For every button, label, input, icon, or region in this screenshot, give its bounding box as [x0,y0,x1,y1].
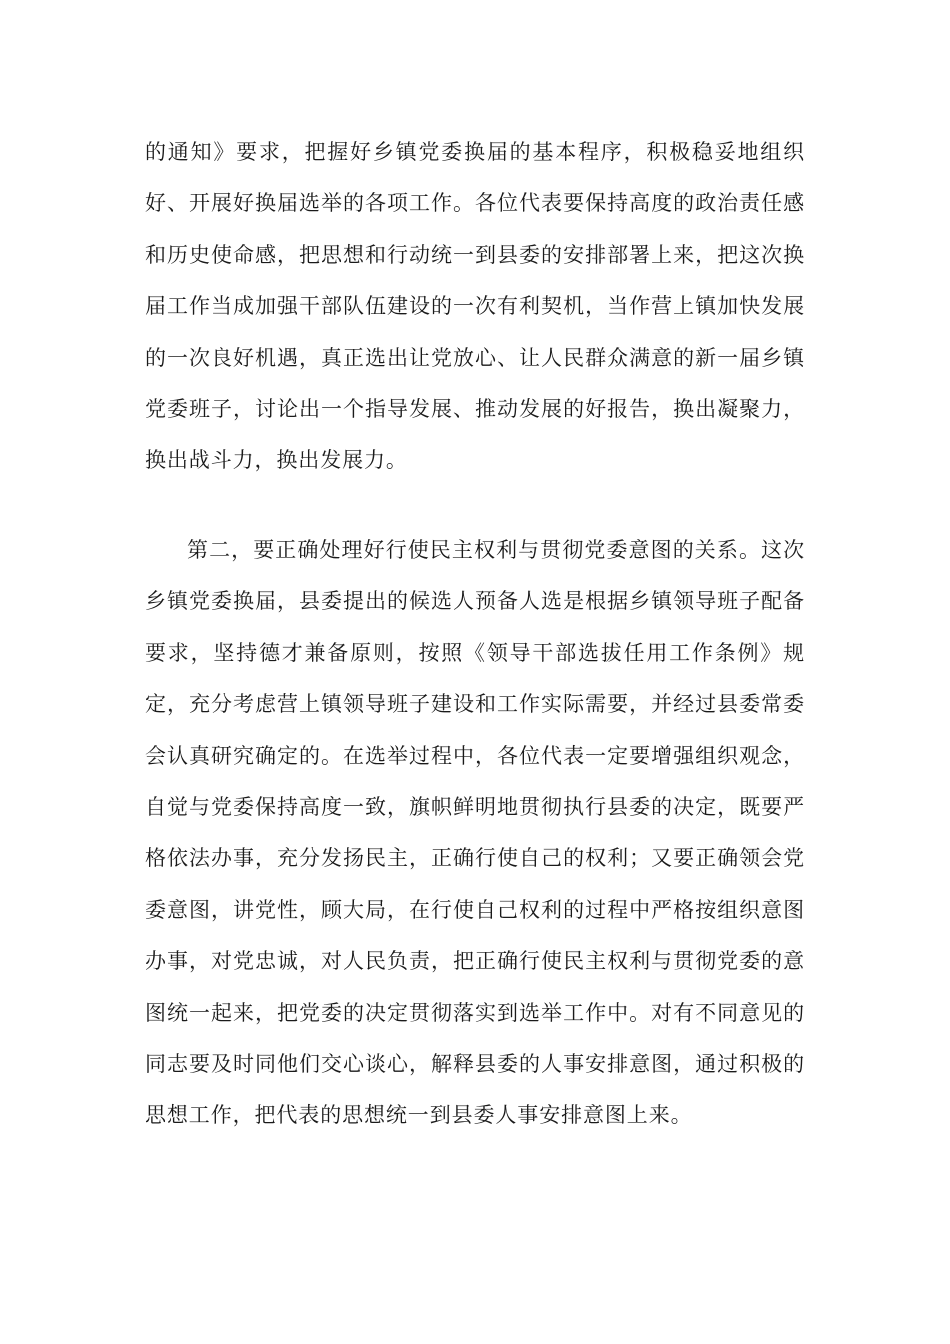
body-paragraph-1: 的通知》要求，把握好乡镇党委换届的基本程序，积极稳妥地组织好、开展好换届选举的各项工作。各位代表要保持高度的政治责任感和历史使命感，把思想和行动统一到县委的安排部署上来，把这次换届工作当成加强干部队伍建设的一次有利契机，当作营上镇加快发展的一次良好机遇，真正选出让党放心、让人民群众满意的新一届乡镇党委班子，讨论出一个指导发展、推动发展的好报告，换出凝聚力，换出战斗力，换出发展力。 [145,140,805,473]
body-paragraph-2: 第二，要正确处理好行使民主权利与贯彻党委意图的关系。这次乡镇党委换届，县委提出的候选人预备人选是根据乡镇领导班子配备要求，坚持德才兼备原则，按照《领导干部选拔任用工作条例》规定，充分考虑营上镇领导班子建设和工作实际需要，并经过县委常委会认真研究确定的。在选举过程中，各位代表一定要增强组织观念，自觉与党委保持高度一致，旗帜鲜明地贯彻执行县委的决定，既要严格依法办事，充分发扬民主，正确行使自己的权利；又要正确领会党委意图，讲党性，顾大局，在行使自己权利的过程中严格按组织意图办事，对党忠诚，对人民负责，把正确行使民主权利与贯彻党委的意图统一起来，把党委的决定贯彻落实到选举工作中。对有不同意见的同志要及时同他们交心谈心，解释县委的人事安排意图，通过积极的思想工作，把代表的思想统一到县委人事安排意图上来。 [145,538,805,1128]
